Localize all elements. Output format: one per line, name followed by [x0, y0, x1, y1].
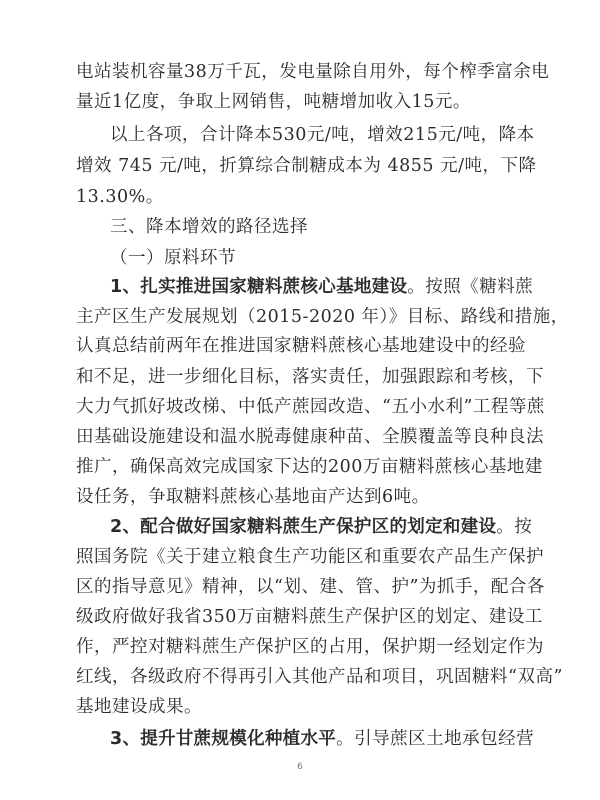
paragraph-line: 量近1亿度，争取上网销售，吨糖增加收入15元。	[76, 92, 471, 112]
paragraph-line: 照国务院《关于建立粮食生产功能区和重要农产品生产保护	[76, 547, 544, 567]
paragraph-line: 1、扎实推进国家糖料蔗核心基地建设。按照《糖料蔗	[110, 277, 534, 297]
page-number: 6	[297, 762, 303, 772]
paragraph-line: 作，严控对糖料蔗生产保护区的占用，保护期一经划定作为	[76, 637, 544, 657]
paragraph-line: 增效 745 元/吨，折算综合制糖成本为 4855 元/吨，下降	[76, 156, 537, 176]
paragraph-line: 2、配合做好国家糖料蔗生产保护区的划定和建设。按	[110, 517, 533, 537]
paragraph-line: 13.30%。	[76, 187, 164, 207]
paragraph-line: 设任务，争取糖料蔗核心基地亩产达到6吨。	[76, 487, 430, 507]
subsection-heading: （一）原料环节	[110, 248, 236, 268]
paragraph-line: 和不足，进一步细化目标，落实责任，加强跟踪和考核，下	[76, 367, 544, 387]
paragraph-line: 以上各项，合计降本530元/吨，增效215元/吨，降本	[110, 125, 535, 145]
item-heading: 2、配合做好国家糖料蔗生产保护区的划定和建设	[110, 517, 497, 537]
paragraph-line: 基地建设成果。	[76, 697, 202, 717]
paragraph-line: 区的指导意见》精神，以“划、建、管、护”为抓手，配合各	[76, 577, 545, 597]
paragraph-line: 3、提升甘蔗规模化种植水平。引导蔗区土地承包经营	[110, 729, 535, 749]
paragraph-line: 田基础设施建设和温水脱毒健康种苗、全膜覆盖等良种良法	[76, 427, 544, 447]
paragraph-line: 电站装机容量38万千瓦，发电量除自用外，每个榨季富余电	[76, 62, 550, 82]
paragraph-line: 红线，各级政府不得再引入其他产品和项目，巩固糖料“双高”	[76, 667, 563, 687]
item-heading: 3、提升甘蔗规模化种植水平	[110, 729, 337, 749]
item-heading: 1、扎实推进国家糖料蔗核心基地建设	[110, 277, 408, 297]
paragraph-line: 认真总结前两年在推进国家糖料蔗核心基地建设中的经验	[76, 336, 526, 356]
paragraph-line: 主产区生产发展规划（2015-2020 年）》目标、路线和措施，	[76, 307, 569, 327]
section-heading: 三、降本增效的路径选择	[110, 217, 308, 237]
paragraph-line: 推广，确保高效完成国家下达的200万亩糖料蔗核心基地建	[76, 457, 543, 477]
paragraph-line: 大力气抓好坡改梯、中低产蔗园改造、“五小水利”工程等蔗	[76, 397, 545, 417]
paragraph-line: 级政府做好我省350万亩糖料蔗生产保护区的划定、建设工	[76, 607, 543, 627]
